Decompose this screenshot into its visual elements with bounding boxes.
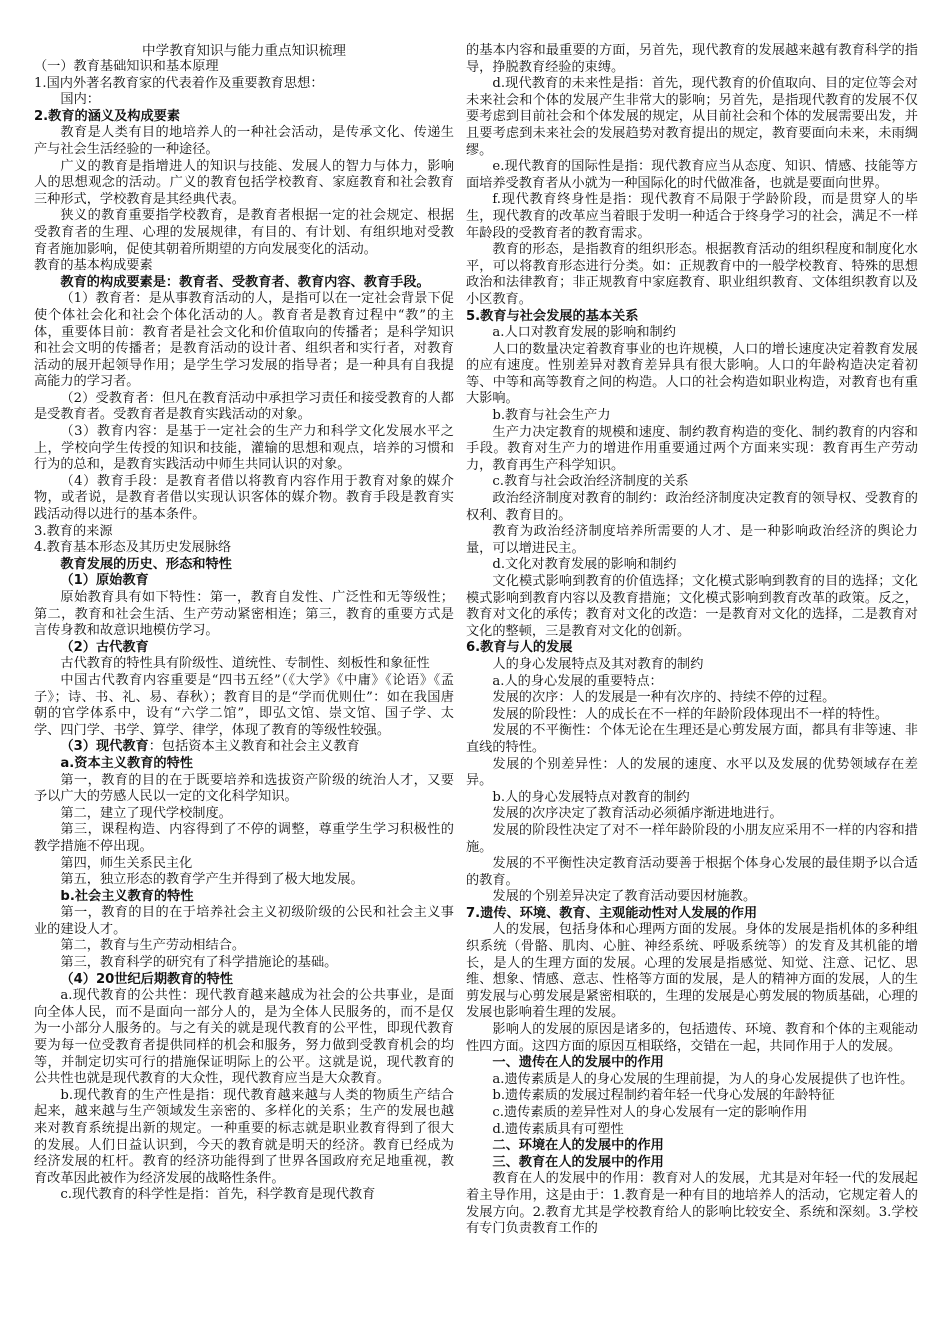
paragraph: b.社会主义教育的特性 (60, 888, 194, 904)
paragraph: 人的发展，包括身体和心理两方面的发展。身体的发展是指机体的多种组织系统（骨骼、肌肉、心脏、神经系统、呼吸系统等）的发育及其机能的增长，是人的生理方面的发展。心理的发展是指感觉、知觉、注意、记忆、思维、想象、情感、意志、性格等方面的发展，是人的精神方面的发展，人的生剪发展与心剪发展是紧密相联的，生理的发展是心剪发展的物质基础，心理的发展也影响着生理的发展。 (466, 922, 918, 1021)
paragraph: b.教育与社会生产力 (492, 408, 611, 424)
paragraph: 教育在人的发展中的作用：教育对人的发展，尤其是对年轻一代的发展起着主导作用，这是由于：1.教育是一种有目的地培养人的活动，它规定着人的发展方向。2.教育尤其是学校教育给人的影响比较安全、系统和深刻。3.学校有专门负责教育工作的 (466, 1171, 918, 1237)
paragraph: 第一，教育的目的在于培养社会主义初级阶级的公民和社会主义事业的建设人才。 (34, 905, 454, 937)
paragraph: 二、环境在人的发展中的作用 (492, 1138, 664, 1154)
paragraph: 发展的个别差异性：人的发展的速度、水平以及发展的优势领域存在差异。 (466, 756, 918, 789)
paragraph: 影响人的发展的原因是诸多的，包括遗传、环境、教育和个体的主观能动性四方面。这四方面的原因互相联络，交错在一起，共同作用于人的发展。 (466, 1022, 918, 1054)
paragraph: c.教育与社会政治经济制度的关系 (492, 474, 689, 490)
left-column (34, 59, 454, 1204)
paragraph: （4）20世纪后期教育的特性 (60, 971, 233, 987)
paragraph: 第四，师生关系民主化 (60, 855, 193, 871)
paragraph: c.遗传素质的差异性对人的身心发展有一定的影响作用 (492, 1105, 808, 1120)
paragraph: 第五，独立形态的教育学产生并得到了极大地发展。 (60, 872, 364, 888)
paragraph: 国内： (60, 92, 100, 108)
paragraph: b.现代教育的生产性是指：现代教育越来越与人类的物质生产结合起来，越来越与生产领域发生亲密的、多样化的关系；生产的发展也越来对教育系统提出新的规定。一种重要的标志就是职业教育得到了很大的发展。人们日益认识到，今天的教育就是明天的经济。教育已经成为经济发展的杠杆。教育的经济功能得到了世界各国政府充足地重视，教育改革因此被作为经济发展的战略性条件。 (34, 1087, 454, 1186)
paragraph: 政治经济制度对教育的制约：政治经济制度决定教育的领导权、受教育的权利、教育目的。 (466, 491, 918, 523)
paragraph: 7.遗传、环境、教育、主观能动性对人发展的作用 (466, 905, 758, 921)
paragraph: （3）教育内容：是基于一定社会的生产力和科学文化发展水平之上，学校向学生传授的知识和技能，灌输的思想和观点，培养的习惯和行为的总和，是教育实践活动中师生共同认识的对象。 (34, 424, 454, 473)
paragraph: d.现代教育的未来性是指：首先，现代教育的价值取向、目的定位等会对未来社会和个体的发展产生非常大的影响；另首先，是指现代教育的发展不仅要考虑到目前社会和个体发展的规定，从目前社会和个体的发展需要出发，并且要考虑到未来社会的发展趋势对教育提出的规定，教育要面向未来，未雨绸缪。 (466, 76, 918, 158)
paragraph: 4.教育基本形态及其历史发展脉络 (34, 540, 232, 556)
paragraph: 原始教育具有如下特性：第一，教育自发性、广泛性和无等级性；第二，教育和社会生活、生产劳动紧密相连；第三，教育的重要方式是言传身教和故意识地模仿学习。 (34, 590, 454, 639)
paragraph: （4）教育手段：是教育者借以将教育内容作用于教育对象的媒介物，或者说，是教育者借以实现认识客体的媒介物。教育手段是教育实践活动得以进行的基本条件。 (34, 473, 454, 523)
paragraph: 生产力决定教育的规模和速度、制约教育构造的变化、制约教育的内容和手段。教育对生产力的增进作用重要通过两个方面来实现：教育再生产劳动力，教育再生产科学知识。 (466, 424, 918, 473)
paragraph: （1）原始教育 (60, 573, 149, 589)
paragraph: 的基本内容和最重要的方面，另首先，现代教育的发展越来越有教育科学的指导，挣脱教育经验的束缚。 (466, 43, 918, 75)
paragraph: 教育发展的历史、形态和特性 (60, 556, 232, 572)
paragraph: 教育的形态，是指教育的组织形态。根据教育活动的组织程度和制度化水平，可以将教育形态进行分类。如：正规教育中的一般学校教育、特殊的思想政治和法律教育；非正规教育中家庭教育、职业组织教育、文体组织教育以及小区教育。 (466, 242, 918, 307)
paragraph: d.文化对教育发展的影响和制约 (492, 557, 677, 573)
paragraph: 古代教育的特性具有阶级性、道统性、专制性、刻板性和象征性 (60, 656, 430, 672)
paragraph: a.人的身心发展的重要特点： (492, 673, 663, 689)
paragraph: 2.教育的涵义及构成要素 (34, 108, 181, 124)
bold-lead: （3）现代教育 (60, 739, 149, 755)
paragraph: 发展的个别差异决定了教育活动要因材施教。 (492, 889, 757, 905)
paragraph: 中国古代教育内容重要是“四书五经”（《大学》《中庸》《论语》《孟子》；诗、书、礼、易、春秋）；教育目的是“学而优则仕”：如在我国唐朝的官学体系中，设有“六学二馆”，即弘文馆、崇文馆、国子学、太学、四门学、书学、算学、律学，体现了教育的等级性较强。 (34, 672, 454, 738)
paragraph: b.人的身心发展特点对教育的制约 (492, 789, 690, 805)
paragraph: f.现代教育终身性是指：现代教育不局限于学龄阶段，而是贯穿人的毕生，现代教育的改革应当着眼于发明一种适合于终身学习的社会，满足不一样年龄段的受教育者的教育需求。 (466, 192, 918, 241)
paragraph: a.遗传素质是人的身心发展的生理前提，为人的身心发展提供了也许性。 (492, 1071, 914, 1087)
paragraph: 3.教育的来源 (34, 523, 113, 539)
paragraph: （一）教育基础知识和基本原理 (34, 59, 219, 74)
paragraph: 人的身心发展特点及其对教育的制约 (492, 656, 704, 672)
paragraph: 第三，教育科学的研究有了科学措施论的基础。 (60, 955, 338, 971)
paragraph: b.遗传素质的发展过程制约着年轻一代身心发展的年龄特征 (492, 1088, 835, 1104)
paragraph: 第二，建立了现代学校制度。 (60, 805, 232, 821)
paragraph: 1.国内外著名教育家的代表着作及重要教育思想： (34, 75, 324, 91)
paragraph: 发展的不平衡性：个体无论在生理还是心剪发展方面，都具有非等速、非直线的特性。 (466, 723, 918, 755)
paragraph: 6.教育与人的发展 (466, 640, 573, 656)
paragraph: （3）现代教育：包括资本主义教育和社会主义教育 (60, 739, 360, 755)
paragraph: a.现代教育的公共性：现代教育越来越成为社会的公共事业，是面向全体人民，而不是面向一部分人的，是为全体人民服务的，而不是仅为一小部分人服务的。与之有关的就是现代教育的公平性，即现代教育要为每一位受教育者提供同样的机会和服务，努力做到受教育机会的均等，并制定切实可行的措施保证明际上的公平。这就是说，现代教育的公共性也就是现代教育的大众性，现代教育应当是大众教育。 (34, 988, 454, 1087)
paragraph: 狭义的教育重要指学校教育，是教育者根据一定的社会规定、根据受教育者的生理、心理的发展规律，有目的、有计划、有组织地对受教育者施加影响，促使其朝着所期望的方向发展变化的活动。 (34, 208, 454, 257)
paragraph: 发展的阶段性：人的成长在不一样的年龄阶段体现出不一样的特性。 (492, 706, 889, 722)
paragraph: 广义的教育是指增进人的知识与技能、发展人的智力与体力，影响人的思想观念的活动。广义的教育包括学校教育、家庭教育和社会教育三种形式，学校教育是其经典代表。 (34, 158, 454, 207)
paragraph: 5.教育与社会发展的基本关系 (466, 308, 639, 324)
paragraph: （1）教育者：是从事教育活动的人，是指可以在一定社会背景下促使个体社会化和社会个体化活动的人。教育者是教育过程中“教”的主体，重要体目前：教育者是社会文化和价值取向的传播者；是科学知识和社会文明的传播者；是教育活动的设计者、组织者和实行者，对教育活动的展开起领导作用；是学生学习发展的指导者；是一种具有自我提高能力的学习者。 (34, 291, 454, 390)
paragraph: 三、教育在人的发展中的作用 (492, 1154, 664, 1170)
paragraph: 第三，课程构造、内容得到了不停的调整，尊重学生学习积极性的教学措施不停出现。 (34, 822, 454, 854)
paragraph: 发展的不平衡性决定教育活动要善于根据个体身心发展的最佳期予以合适的教育。 (466, 856, 918, 888)
paragraph: e.现代教育的国际性是指：现代教育应当从态度、知识、情感、技能等方面培养受教育者从小就为一种国际化的时代做准备，也就是要面向世界。 (466, 159, 918, 191)
paragraph: 教育的基本构成要素 (34, 258, 153, 274)
paragraph: a.人口对教育发展的影响和制约 (492, 325, 676, 341)
paragraph: a.资本主义教育的特性 (60, 755, 193, 771)
paragraph: 一、遗传在人的发展中的作用 (492, 1055, 664, 1071)
paragraph: 发展的阶段性决定了对不一样年龄阶段的小朋友应采用不一样的内容和措施。 (466, 822, 918, 855)
paragraph: 人口的数量决定着教育事业的也许规模，人口的增长速度决定着教育发展的应有速度。性别差异对教育差异具有很大影响。人口的年龄构造决定着初等、中等和高等教育之间的构造。人口的社会构造如职业构造，对教育也有重大影响。 (466, 341, 918, 407)
document-title: 中学教育知识与能力重点知识梳理 (142, 43, 346, 59)
paragraph: 第二，教育与生产劳动相结合。 (60, 938, 246, 954)
paragraph: c.现代教育的科学性是指：首先，科学教育是现代教育 (60, 1187, 376, 1203)
paragraph: 第一，教育的目的在于既要培养和选拔资产阶级的统治人才，又要予以广大的劳感人民以一定的文化科学知识。 (34, 772, 454, 805)
paragraph: 教育是人类有目的地培养人的一种社会活动，是传承文化、传递生产与社会生活经验的一种途径。 (34, 125, 454, 157)
paragraph: 教育为政治经济制度培养所需要的人才、是一种影响政治经济的舆论力量，可以增进民主。 (466, 524, 918, 556)
right-column (466, 43, 918, 1238)
paragraph: d.遗传素质具有可塑性 (492, 1121, 624, 1137)
paragraph: 发展的次序：人的发展是一种有次序的、持续不停的过程。 (492, 690, 836, 706)
paragraph: （2）受教育者：但凡在教育活动中承担学习责任和接受教育的人都是受教育者。受教育者是教育实践活动的对象。 (34, 390, 454, 423)
paragraph: 文化模式影响到教育的价值选择；文化模式影响到教育的目的选择；文化模式影响到教育内容以及教育措施；文化模式影响到教育改革的政策。反之，教育对文化的承传；教育对文化的改造：一是教育对文化的选择，二是教育对文化的整顿，三是教育对文化的创新。 (466, 574, 918, 639)
paragraph: （2）古代教育 (60, 639, 149, 655)
paragraph: 发展的次序决定了教育活动必须循序渐进地进行。 (492, 806, 783, 822)
paragraph: 教育的构成要素是：教育者、受教育者、教育内容、教育手段。 (60, 274, 430, 290)
